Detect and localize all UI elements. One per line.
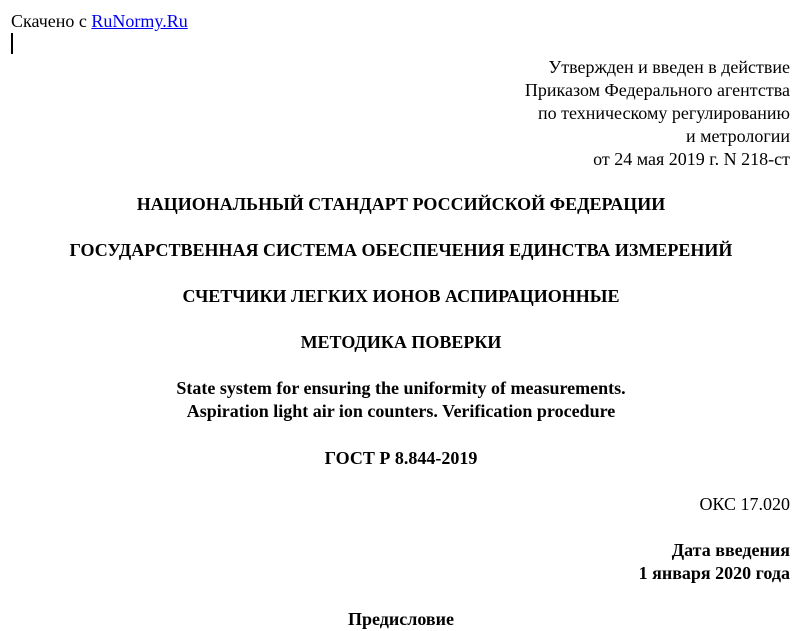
approval-line: по техническому регулированию	[537, 103, 790, 123]
approval-line: и метрологии	[686, 126, 790, 146]
approval-line: от 24 мая 2019 г. N 218-ст	[593, 149, 790, 169]
oks-code: ОКС 17.020	[699, 494, 790, 514]
state-system-title: ГОСУДАРСТВЕННАЯ СИСТЕМА ОБЕСПЕЧЕНИЯ ЕДИНСТВА ИЗМЕРЕНИЙ	[69, 240, 733, 260]
gost-number: ГОСТ Р 8.844-2019	[324, 448, 478, 468]
approval-line: Утвержден и введен в действие	[548, 57, 790, 77]
foreword-heading: Предисловие	[348, 609, 454, 629]
english-title-line-1: State system for ensuring the uniformity of measurements.	[176, 378, 626, 398]
source-link[interactable]: RuNormy.Ru	[91, 11, 188, 31]
method-title: МЕТОДИКА ПОВЕРКИ	[300, 332, 502, 352]
intro-date-value: 1 января 2020 года	[638, 563, 790, 583]
counters-title: СЧЕТЧИКИ ЛЕГКИХ ИОНОВ АСПИРАЦИОННЫЕ	[182, 286, 620, 306]
source-prefix: Скачено с	[11, 11, 87, 31]
source-note	[11, 10, 188, 32]
national-standard-title: НАЦИОНАЛЬНЫЙ СТАНДАРТ РОССИЙСКОЙ ФЕДЕРАЦИИ	[136, 194, 666, 214]
approval-line: Приказом Федерального агентства	[524, 80, 790, 100]
approval-block	[525, 56, 790, 171]
english-title-line-2: Aspiration light air ion counters. Verification procedure	[186, 401, 616, 421]
intro-date-label: Дата введения	[671, 540, 790, 560]
text-cursor	[11, 33, 13, 54]
